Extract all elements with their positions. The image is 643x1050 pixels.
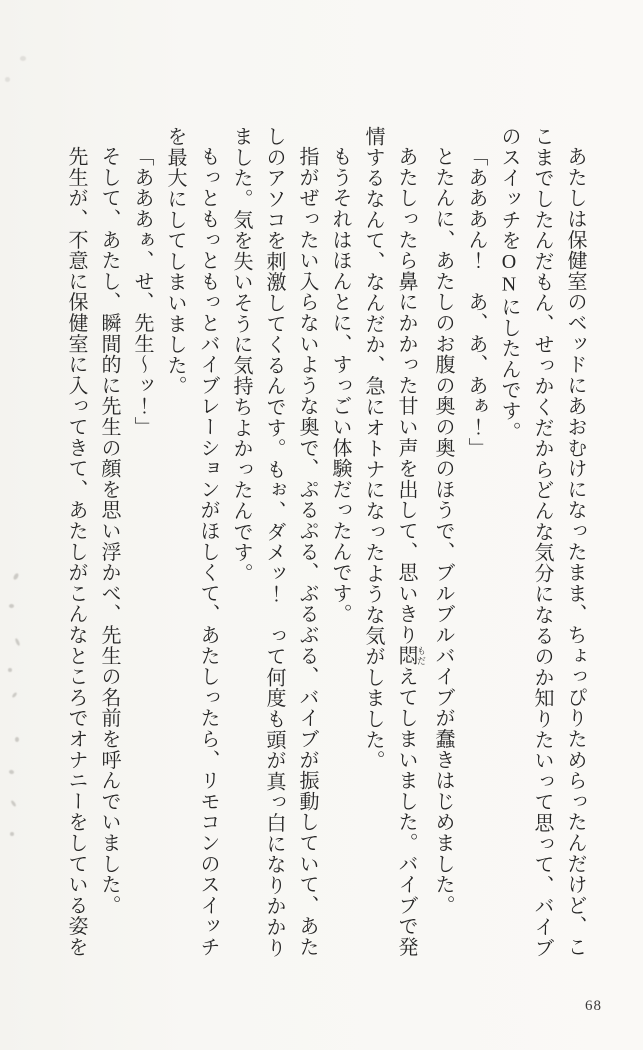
bleed-mark bbox=[8, 668, 12, 672]
bleed-mark bbox=[15, 737, 19, 742]
paragraph: とたんに、あたしのお腹の奥の奥のほうで、ブルブルバイブが蠢きはじめました。 bbox=[432, 146, 454, 916]
page-number: 68 bbox=[585, 998, 602, 1014]
paragraph: そして、あたし、瞬間的に先生の顔を思い浮かべ、先生の名前を呼んでいました。 bbox=[98, 146, 120, 916]
paragraph: 「あああん！ あ、あ、あぁ！」 bbox=[465, 146, 487, 458]
bleed-mark bbox=[5, 77, 10, 82]
paragraph: もうそれはほんとに、すっごい体験だったんです。 bbox=[329, 146, 351, 625]
furigana-ruby: 悶 もだ bbox=[395, 645, 426, 667]
bleed-mark bbox=[11, 692, 17, 699]
bleed-mark bbox=[10, 800, 16, 807]
paragraph: もっともっともっとバイブレーションがほしくて、あたしったら、リモコンのスイッチを最大にしてしまいました。 bbox=[164, 126, 219, 958]
paragraph: あたしは保健室のベッドにあおむけになったまま、ちょっぴりためらったんだけど、ここまでしたんだもん、せっかくだからどんな気分になるのか知りたいって思って、バイブのスイッチをONにしたんです。 bbox=[498, 126, 586, 958]
bleed-mark bbox=[9, 604, 14, 608]
bleed-mark bbox=[9, 769, 15, 774]
bleed-mark bbox=[13, 572, 20, 580]
bleed-mark bbox=[20, 56, 26, 61]
paragraph: 指がぜったい入らないような奥で、ぷるぷる、ぶるぶる、バイブが振動していて、あたしのアソコを刺激してくるんです。もぉ、ダメッ！ って何度も頭が真っ白になりかかりました。気を失いそうに気持ちよかったんです。 bbox=[230, 126, 318, 958]
bleed-mark bbox=[14, 638, 20, 647]
paragraph: 先生が、不意に保健室に入ってきて、あたしがこんなところでオナニーをしている姿を bbox=[65, 146, 87, 958]
bleed-mark bbox=[10, 832, 14, 836]
main-text-vertical bbox=[59, 126, 591, 962]
paragraph: あたしったら鼻にかかった甘い声を出して、思いきり悶 もだえてしまいました。バイブで発情するなんて、なんだか、急にオトナになったような気がしました。 bbox=[362, 126, 426, 958]
paragraph: 「あああぁ、せ、先生～ッ！」 bbox=[131, 146, 153, 438]
